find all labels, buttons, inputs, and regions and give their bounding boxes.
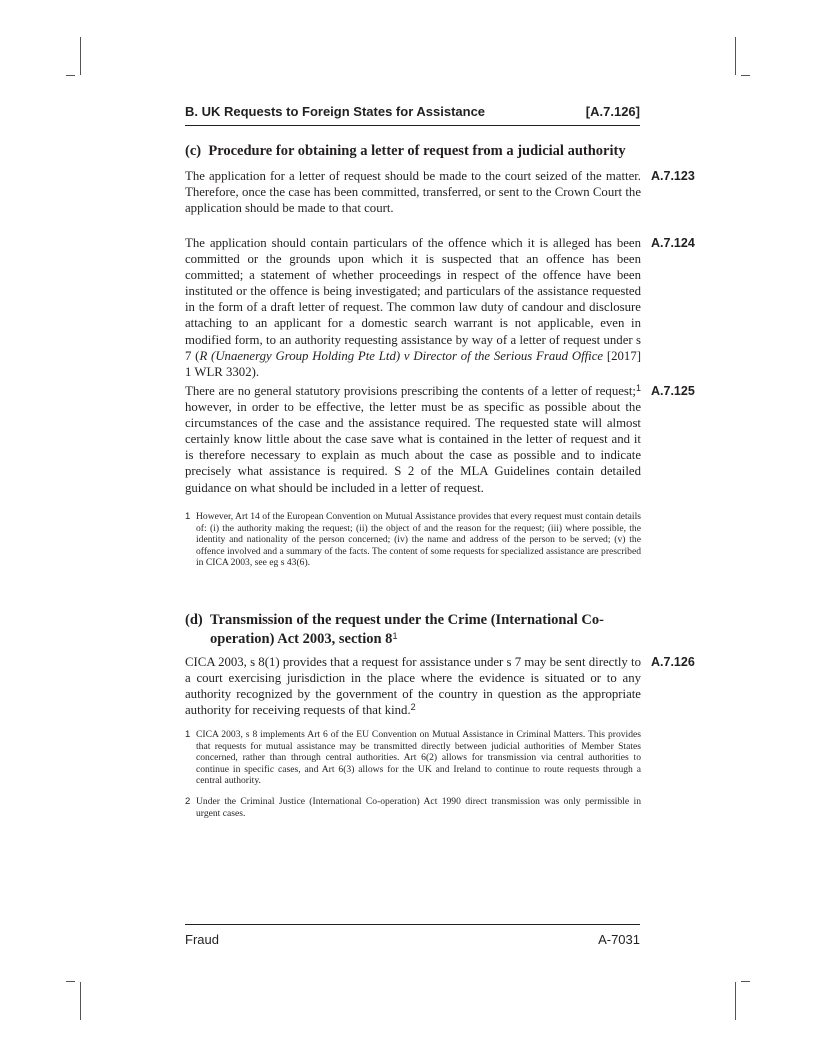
paragraph-a7125 (185, 383, 641, 496)
section-label: (d) (185, 612, 203, 628)
paragraph-text: The application for a letter of request should be made to the court seized of the matter. Therefore, once the case has been committed, transferred, or sent to the Crown Court the application should be made to that court. (185, 169, 641, 216)
crop-mark (80, 982, 81, 1020)
paragraph-number: A.7.126 (651, 655, 695, 669)
footnote-text: However, Art 14 of the European Convention on Mutual Assistance provides that every request must contain details of: (i) the authority making the request; (ii) the object of and the reason for the request; (iii) where possible, the identity and nationality of the person concerned; (iv) the name and address of the person to be served; (v) the offence involved and a summary of the facts. The content of some requests for specialized assistance are prescribed in CICA 2003, see eg s 43(6). (196, 511, 641, 568)
footnote-mark: 2 (185, 796, 191, 807)
header-section-title: B. UK Requests to Foreign States for Assistance (185, 104, 486, 119)
section-heading-c (185, 142, 640, 161)
footnote-text: CICA 2003, s 8 implements Art 6 of the EU Convention on Mutual Assistance in Criminal Matters. This provides that requests for mutual assistance may be transmitted directly between judicial authorities of Member States concerned, rather than through central authorities. Art 6(2) allows for transmission via central authorities to continue in specific cases, and Art 6(3) allows for the UK and Ireland to continue to route requests through a central authority. (196, 729, 641, 786)
crop-mark (80, 37, 81, 75)
running-header (185, 101, 640, 126)
footnote-reference[interactable]: 2 (410, 702, 416, 713)
paragraph-number: A.7.125 (651, 384, 695, 398)
paragraph-a7126 (185, 654, 641, 718)
paragraph-number: A.7.124 (651, 236, 695, 250)
running-footer (185, 924, 640, 947)
footer-title: Fraud (185, 932, 219, 947)
footnote-mark: 1 (185, 729, 191, 740)
footnote (185, 796, 641, 819)
paragraph-number: A.7.123 (651, 169, 695, 183)
section-title: Transmission of the request under the Crime (International Co-operation) Act 2003, section 8 (210, 612, 604, 647)
paragraph-text: There are no general statutory provisions prescribing the contents of a letter of request; (185, 384, 636, 398)
footnote-text: Under the Criminal Justice (International Co-operation) Act 1990 direct transmission was only permissible in urgent cases. (196, 796, 641, 819)
section-title: Procedure for obtaining a letter of request from a judicial authority (208, 143, 626, 159)
crop-mark (741, 75, 750, 76)
header-paragraph-ref: [A.7.126] (585, 104, 640, 119)
crop-mark (741, 981, 750, 982)
crop-mark (735, 982, 736, 1020)
footnote-reference[interactable]: 1 (392, 631, 398, 641)
paragraph-a7124 (185, 235, 641, 380)
footnote-reference[interactable]: 1 (635, 383, 641, 393)
section-heading-d (185, 611, 640, 649)
footnote (185, 511, 641, 569)
paragraph-text: [2017] 1 WLR 3302). (185, 348, 641, 379)
crop-mark (66, 75, 75, 76)
case-citation: R (Unaenergy Group Holding Pte Ltd) v Director of the Serious Fraud Office (199, 348, 604, 363)
paragraph-text: however, in order to be effective, the letter must be as specific as possible about the circumstances of the case and the assistance required. The requested state will almost certainly know little about the case save what is contained in the letter of request and it is therefore necessary to explain as much about the case as possible and to indicate precisely what assistance is required. S 2 of the MLA Guidelines contain detailed guidance on what should be included in a letter of request. (185, 400, 641, 495)
paragraph-a7123 (185, 168, 641, 216)
paragraph-text: CICA 2003, s 8(1) provides that a request for assistance under s 7 may be sent directly to a court exercising jurisdiction in the place where the evidence is situated or to any authority recognized by the government of the country in question as the appropriate authority for receiving requests of that kind. (185, 655, 641, 718)
page-number: A-7031 (598, 932, 640, 947)
crop-mark (735, 37, 736, 75)
footnote (185, 729, 641, 787)
paragraph-text: The application should contain particulars of the offence which it is alleged has been committed or the grounds upon which it is suspected that an offence has been committed; a statement of whether proceedings in respect of the offence have been instituted or the offence is being investigated; and particulars of the assistance requested in the form of a draft letter of request. The common law duty of candour and disclosure attaching to an applicant for a domestic search warrant is not applicable, even in modified form, to an authority requesting assistance by way of a letter of request under s 7 ( (185, 236, 641, 363)
section-label: (c) (185, 143, 202, 159)
crop-mark (66, 981, 75, 982)
footnote-mark: 1 (185, 511, 191, 522)
